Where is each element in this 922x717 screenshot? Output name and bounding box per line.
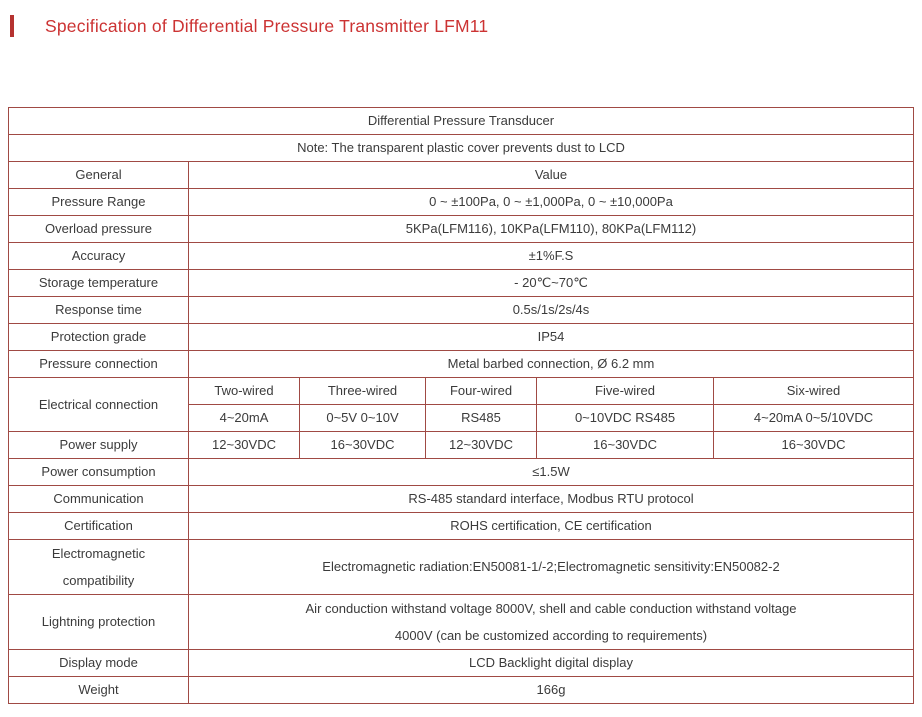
- emc-row: [9, 540, 914, 595]
- power-supply-row: [9, 432, 914, 459]
- wiring-type: Three-wired: [300, 378, 426, 405]
- row-label: Storage temperature: [9, 270, 189, 297]
- row-label: Protection grade: [9, 324, 189, 351]
- row-label: Power consumption: [9, 459, 189, 486]
- spec-table: [8, 107, 914, 704]
- signal-type: 4~20mA 0~5/10VDC: [714, 405, 914, 432]
- row-value: ≤1.5W: [189, 459, 914, 486]
- row-label: Certification: [9, 513, 189, 540]
- value-header: Value: [189, 162, 914, 189]
- row-label: Accuracy: [9, 243, 189, 270]
- row-value: 5KPa(LFM116), 10KPa(LFM110), 80KPa(LFM112): [189, 216, 914, 243]
- wiring-type: Four-wired: [426, 378, 537, 405]
- table-row: [9, 216, 914, 243]
- table-row: [9, 486, 914, 513]
- row-label: Communication: [9, 486, 189, 513]
- power-supply-value: 16~30VDC: [537, 432, 714, 459]
- table-row: [9, 513, 914, 540]
- signal-type: 0~10VDC RS485: [537, 405, 714, 432]
- row-value: Electromagnetic radiation:EN50081-1/-2;Electromagnetic sensitivity:EN50082-2: [189, 540, 914, 595]
- table-title-row: [9, 108, 914, 135]
- lightning-value-line1: Air conduction withstand voltage 8000V, shell and cable conduction withstand voltage: [305, 601, 797, 616]
- signal-type: RS485: [426, 405, 537, 432]
- power-supply-value: 12~30VDC: [426, 432, 537, 459]
- row-label: Lightning protection: [9, 595, 189, 650]
- table-row: [9, 243, 914, 270]
- row-value: ±1%F.S: [189, 243, 914, 270]
- wiring-type: Five-wired: [537, 378, 714, 405]
- wiring-type: Two-wired: [189, 378, 300, 405]
- row-value: 0.5s/1s/2s/4s: [189, 297, 914, 324]
- row-value: - 20℃~70℃: [189, 270, 914, 297]
- title-accent-bar: [10, 15, 14, 37]
- lightning-value-line2: 4000V (can be customized according to requirements): [394, 628, 708, 643]
- emc-label-line1: Electromagnetic: [51, 546, 146, 561]
- row-value: IP54: [189, 324, 914, 351]
- row-value: ROHS certification, CE certification: [189, 513, 914, 540]
- table-row: [9, 677, 914, 704]
- signal-type: 0~5V 0~10V: [300, 405, 426, 432]
- wiring-type: Six-wired: [714, 378, 914, 405]
- row-label: Display mode: [9, 650, 189, 677]
- note-row: [9, 135, 914, 162]
- power-supply-value: 16~30VDC: [300, 432, 426, 459]
- row-label: Power supply: [9, 432, 189, 459]
- row-label: Response time: [9, 297, 189, 324]
- row-value: RS-485 standard interface, Modbus RTU protocol: [189, 486, 914, 513]
- row-value: Metal barbed connection, Ø 6.2 mm: [189, 351, 914, 378]
- row-label: Weight: [9, 677, 189, 704]
- row-label: Electrical connection: [9, 378, 189, 432]
- emc-label-line2: compatibility: [62, 573, 135, 588]
- page-header: [10, 14, 922, 38]
- lightning-row: [9, 595, 914, 650]
- row-value: [189, 595, 914, 650]
- row-label: Pressure Range: [9, 189, 189, 216]
- table-row: [9, 297, 914, 324]
- row-value: LCD Backlight digital display: [189, 650, 914, 677]
- row-label: [9, 540, 189, 595]
- page-title: Specification of Differential Pressure Transmitter LFM11: [45, 15, 489, 36]
- table-row: [9, 459, 914, 486]
- column-header-row: [9, 162, 914, 189]
- power-supply-value: 16~30VDC: [714, 432, 914, 459]
- row-value: 166g: [189, 677, 914, 704]
- table-row: [9, 270, 914, 297]
- table-row: [9, 351, 914, 378]
- power-supply-value: 12~30VDC: [189, 432, 300, 459]
- table-row: [9, 189, 914, 216]
- row-label: Pressure connection: [9, 351, 189, 378]
- signal-type: 4~20mA: [189, 405, 300, 432]
- general-header: General: [9, 162, 189, 189]
- row-value: 0 ~ ±100Pa, 0 ~ ±1,000Pa, 0 ~ ±10,000Pa: [189, 189, 914, 216]
- table-title: Differential Pressure Transducer: [9, 108, 914, 135]
- electrical-wiring-row: [9, 378, 914, 405]
- note-text: Note: The transparent plastic cover prevents dust to LCD: [9, 135, 914, 162]
- table-row: [9, 650, 914, 677]
- table-row: [9, 324, 914, 351]
- row-label: Overload pressure: [9, 216, 189, 243]
